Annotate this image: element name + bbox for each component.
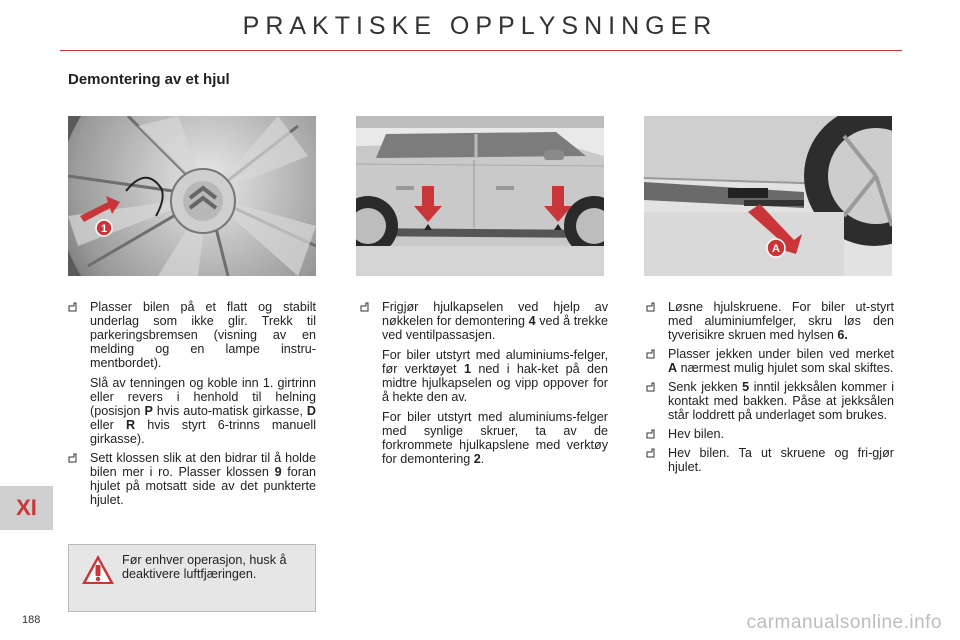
page-number: 188: [22, 614, 41, 626]
pointing-hand-icon: [646, 428, 656, 440]
instructions-column-2: [382, 300, 608, 471]
paragraph-text: ned i hak-ket på den midtre hjulkapselen og vipp oppover for å hekte den av.: [382, 362, 608, 404]
callout-A-label: A: [772, 243, 780, 255]
car-side-jack-points-photo: [356, 116, 604, 276]
list-item-text: nærmest mulig hjulet som skal skiftes.: [677, 361, 894, 375]
list-item: [668, 380, 894, 422]
paragraph-text: For biler utstyrt med aluminiums-felger, før verktøyet: [382, 348, 608, 376]
list-item: [90, 451, 316, 507]
list-item-text: Plasser jekken under bilen ved merket: [668, 347, 894, 361]
list-item-text: Plasser bilen på et flatt og stabilt underlag som ikke glir. Trekk til parkeringsbremsen (visning av en melding og en lampe instru-mentbordet).: [90, 300, 316, 370]
chapter-tab: XI: [0, 486, 53, 530]
list-item: [668, 446, 894, 474]
list-item: [668, 300, 894, 342]
list-item-text: Frigjør hjulkapselen ved hjelp av nøkkelen for demontering: [382, 300, 608, 328]
paragraph-bold: 1: [463, 362, 471, 376]
pointing-hand-icon: [646, 348, 656, 360]
paragraph-bold: P: [144, 404, 153, 418]
section-title: Demontering av et hjul: [68, 71, 230, 88]
list-item-text: Hev bilen.: [668, 427, 725, 441]
paragraph-text: For biler utstyrt med aluminiums-felger med synlige skruer, ta av de forkrommete hjulkapslene med verktøy for demontering: [382, 410, 608, 466]
paragraph-bold: 2: [473, 452, 481, 466]
list-item-bold: 5: [742, 380, 750, 394]
paragraph-text: Slå av tenningen og koble inn 1. girtrinn eller revers i henhold til helning (posisjon: [90, 376, 316, 418]
list-item-text: ved å trekke ved ventilpassasjen.: [382, 314, 608, 342]
list-item: [668, 427, 894, 441]
wheel-hubcap-photo: [68, 116, 316, 276]
list-item-bold: 9: [274, 465, 282, 479]
list-item: [90, 300, 316, 446]
list-paragraph: [90, 376, 316, 446]
pointing-hand-icon: [68, 452, 78, 464]
title-divider: [60, 50, 902, 51]
paragraph-bold: R: [125, 418, 136, 432]
list-item-bold: A: [668, 361, 678, 375]
list-item: [382, 300, 608, 466]
paragraph-text: eller: [90, 418, 126, 432]
warning-text: Før enhver operasjon, husk å deaktivere luftfjæringen.: [122, 553, 287, 581]
pointing-hand-icon: [360, 301, 370, 313]
pointing-hand-icon: [646, 447, 656, 459]
list-paragraph: [382, 348, 608, 404]
pointing-hand-icon: [646, 381, 656, 393]
pointing-hand-icon: [68, 301, 78, 313]
paragraph-text: hvis auto-matisk girkasse,: [152, 404, 307, 418]
watermark: carmanualsonline.info: [746, 612, 942, 633]
list-item: [668, 347, 894, 375]
list-item-text: Sett klossen slik at den bidrar til å holde bilen mer i ro. Plasser klossen: [90, 451, 316, 479]
jack-point-marker-photo: [644, 116, 892, 276]
pointing-hand-icon: [646, 301, 656, 313]
list-item-text: inntil jekksålen kommer i kontakt med bakken. Påse at jekksålen står loddrett på underlaget som brukes.: [668, 380, 894, 422]
callout-1-label: 1: [100, 223, 108, 235]
warning-box: [68, 544, 316, 612]
instructions-column-3: [668, 300, 894, 479]
list-item-text: Løsne hjulskruene. For biler ut-styrt med aluminiumfelger, skru løs den tyverisikre skruen med hylsen: [668, 300, 894, 342]
instructions-column-1: [90, 300, 316, 512]
list-item-bold: 4: [528, 314, 536, 328]
list-item-text: Hev bilen. Ta ut skruene og fri-gjør hjulet.: [668, 446, 894, 474]
paragraph-bold: D: [306, 404, 316, 418]
paragraph-text: .: [480, 452, 485, 466]
exclamation-triangle-icon: [81, 553, 115, 587]
list-paragraph: [382, 410, 608, 466]
page-title: PRAKTISKE OPPLYSNINGER: [242, 12, 718, 40]
list-item-bold: 6.: [837, 328, 848, 342]
list-item-text: Senk jekken: [668, 380, 743, 394]
list-item-text: foran hjulet på motsatt side av det punkterte hjulet.: [90, 465, 316, 507]
paragraph-text: hvis styrt 6-trinns manuell girkasse).: [90, 418, 317, 446]
